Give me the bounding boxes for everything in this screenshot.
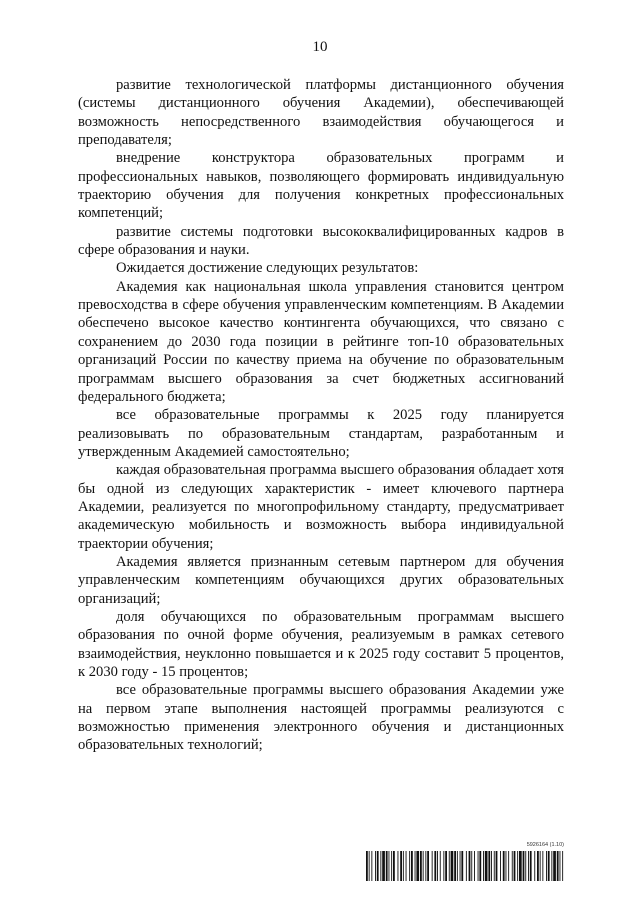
paragraph: все образовательные программы высшего образования Академии уже на первом этапе выполнения настоящей программы реализуются с возможностью применения электронного обучения и дистанционных образовательных технологий; [78, 682, 564, 754]
paragraph: развитие системы подготовки высококвалифицированных кадров в сфере образования и науки. [78, 223, 564, 259]
paragraph: Академия как национальная школа управления становится центром превосходства в сфере обучения управленческим компетенциям. В Академии обеспечено высокое качество контингента обучающихся, что связано с сохранением до 2030 года позиции в рейтинге топ-10 образовательных организаций России по качеству приема на обучение по образовательным программам высшего образования за счет бюджетных ассигнований федерального бюджета; [78, 278, 564, 405]
barcode-code: 5926164 (1.10) [526, 842, 564, 848]
barcode-icon [366, 851, 564, 881]
paragraph: доля обучающихся по образовательным программам высшего образования по очной форме обучения, реализуемым в рамках сетевого взаимодействия, неуклонно повышается и к 2025 году составит 5 процентов, к 2030 году - 15 процентов; [78, 608, 564, 680]
paragraph: внедрение конструктора образовательных программ и профессиональных навыков, позволяющего формировать индивидуальную траекторию обучения для получения конкретных профессиональных компетенций; [78, 150, 564, 222]
barcode-block [366, 842, 564, 884]
paragraph: развитие технологической платформы дистанционного обучения (системы дистанционного обучения Академии), обеспечивающей возможность непосредственного взаимодействия обучающегося и преподавателя; [78, 77, 564, 149]
paragraph: Ожидается достижение следующих результатов: [116, 260, 419, 277]
paragraph: каждая образовательная программа высшего образования обладает хотя бы одной из следующих характеристик - имеет ключевого партнера Академии, реализуется по многопрофильному стандарту, предусматривает академическую мобильность и возможность выбора индивидуальной траектории обучения; [78, 462, 564, 552]
paragraph: все образовательные программы к 2025 году планируется реализовывать по образовательным стандартам, разработанным и утвержденным Академией самостоятельно; [78, 407, 564, 460]
page-number: 10 [312, 39, 328, 55]
paragraph: Академия является признанным сетевым партнером для обучения управленческим компетенциям обучающихся других образовательных организаций; [78, 553, 564, 607]
body-text [78, 76, 564, 755]
